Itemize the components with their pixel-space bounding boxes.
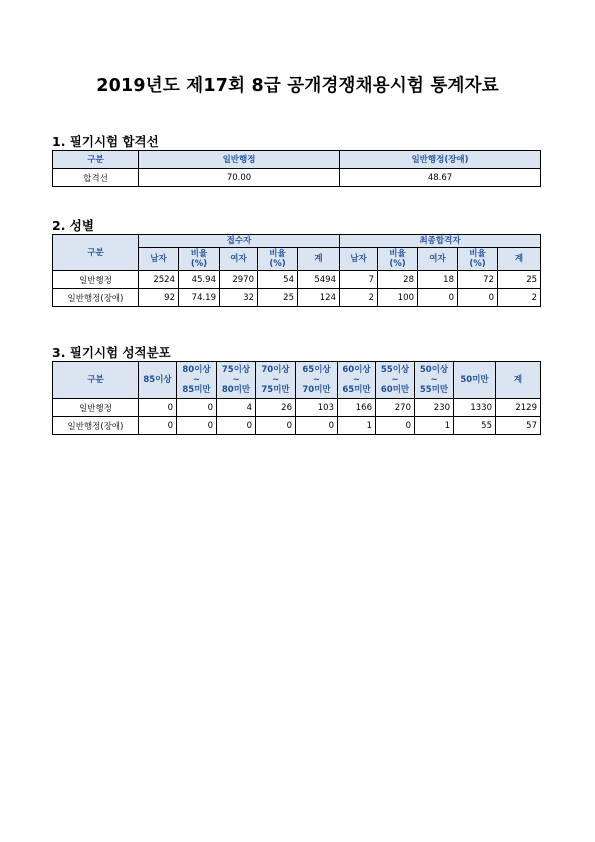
table-cell: 1 <box>338 417 376 435</box>
header-cell: 여자 <box>418 248 458 271</box>
header-cell: 구분 <box>53 151 139 169</box>
table-cell: 0 <box>139 399 177 417</box>
table-cell: 2524 <box>139 271 179 289</box>
header-cell: 비율 (%) <box>179 248 220 271</box>
table-cell: 0 <box>217 417 256 435</box>
table-row <box>53 289 541 307</box>
header-cell: 일반행정 <box>139 151 340 169</box>
header-cell: 80이상 ~ 85미만 <box>177 362 217 399</box>
table-cell: 48.67 <box>340 169 541 187</box>
row-label: 일반행정(장애) <box>53 417 139 435</box>
header-cell: 남자 <box>139 248 179 271</box>
header-group-final-passers: 최종합격자 <box>340 235 541 248</box>
table-cell: 2970 <box>220 271 258 289</box>
table-cell: 1 <box>415 417 454 435</box>
header-cell: 55이상 ~ 60미만 <box>376 362 415 399</box>
table-cell: 103 <box>296 399 338 417</box>
table-cell: 26 <box>256 399 296 417</box>
table-cell: 0 <box>376 417 415 435</box>
header-cell: 구분 <box>53 362 139 399</box>
table-cell: 1330 <box>454 399 496 417</box>
table-cell: 72 <box>458 271 498 289</box>
table-cell: 100 <box>378 289 418 307</box>
header-cell: 일반행정(장애) <box>340 151 541 169</box>
header-cell: 60이상 ~ 65미만 <box>338 362 376 399</box>
table-cell: 2 <box>498 289 541 307</box>
table-cell: 7 <box>340 271 378 289</box>
table-row <box>53 169 541 187</box>
table-cell: 0 <box>177 417 217 435</box>
section-heading-cutoff: 1. 필기시험 합격선 <box>52 134 159 149</box>
table-cell: 25 <box>498 271 541 289</box>
header-cell: 남자 <box>340 248 378 271</box>
header-cell: 75이상 ~ 80미만 <box>217 362 256 399</box>
table-cell: 57 <box>496 417 541 435</box>
table-cell: 4 <box>217 399 256 417</box>
header-cell: 비율 (%) <box>458 248 498 271</box>
row-label: 일반행정(장애) <box>53 289 139 307</box>
gender-table <box>52 234 541 307</box>
table-cell: 45.94 <box>179 271 220 289</box>
header-group-applicants: 접수자 <box>139 235 340 248</box>
table-header-row <box>53 235 541 248</box>
table-cell: 2 <box>340 289 378 307</box>
header-cell: 85이상 <box>139 362 177 399</box>
header-cell: 50미만 <box>454 362 496 399</box>
table-cell: 92 <box>139 289 179 307</box>
table-cell: 0 <box>418 289 458 307</box>
table-cell: 54 <box>258 271 298 289</box>
table-cell: 0 <box>256 417 296 435</box>
header-cell: 50이상 ~ 55미만 <box>415 362 454 399</box>
table-cell: 55 <box>454 417 496 435</box>
table-cell: 0 <box>177 399 217 417</box>
table-cell: 270 <box>376 399 415 417</box>
section-heading-score-distribution: 3. 필기시험 성적분포 <box>52 345 171 360</box>
table-cell: 0 <box>458 289 498 307</box>
table-cell: 166 <box>338 399 376 417</box>
table-cell: 32 <box>220 289 258 307</box>
score-distribution-table <box>52 361 541 435</box>
page-title: 2019년도 제17회 8급 공개경쟁채용시험 통계자료 <box>96 76 499 96</box>
table-cell: 0 <box>296 417 338 435</box>
table-cell: 18 <box>418 271 458 289</box>
header-cell: 65이상 ~ 70미만 <box>296 362 338 399</box>
table-row <box>53 271 541 289</box>
table-row <box>53 399 541 417</box>
table-cell: 5494 <box>298 271 340 289</box>
header-cell: 계 <box>298 248 340 271</box>
row-label: 일반행정 <box>53 271 139 289</box>
header-cell: 70이상 ~ 75미만 <box>256 362 296 399</box>
header-cell: 여자 <box>220 248 258 271</box>
table-cell: 124 <box>298 289 340 307</box>
table-cell: 2129 <box>496 399 541 417</box>
header-cell: 구분 <box>53 235 139 271</box>
row-label: 일반행정 <box>53 399 139 417</box>
table-header-row <box>53 151 541 169</box>
table-cell: 74.19 <box>179 289 220 307</box>
table-cell: 0 <box>139 417 177 435</box>
table-header-row <box>53 362 541 399</box>
header-cell: 비율 (%) <box>258 248 298 271</box>
header-cell: 계 <box>498 248 541 271</box>
row-label: 합격선 <box>53 169 139 187</box>
table-cell: 70.00 <box>139 169 340 187</box>
table-row <box>53 417 541 435</box>
table-cell: 25 <box>258 289 298 307</box>
cutoff-table <box>52 150 541 187</box>
table-cell: 28 <box>378 271 418 289</box>
section-heading-gender: 2. 성별 <box>52 218 94 233</box>
table-cell: 230 <box>415 399 454 417</box>
header-cell: 비율 (%) <box>378 248 418 271</box>
header-cell: 계 <box>496 362 541 399</box>
